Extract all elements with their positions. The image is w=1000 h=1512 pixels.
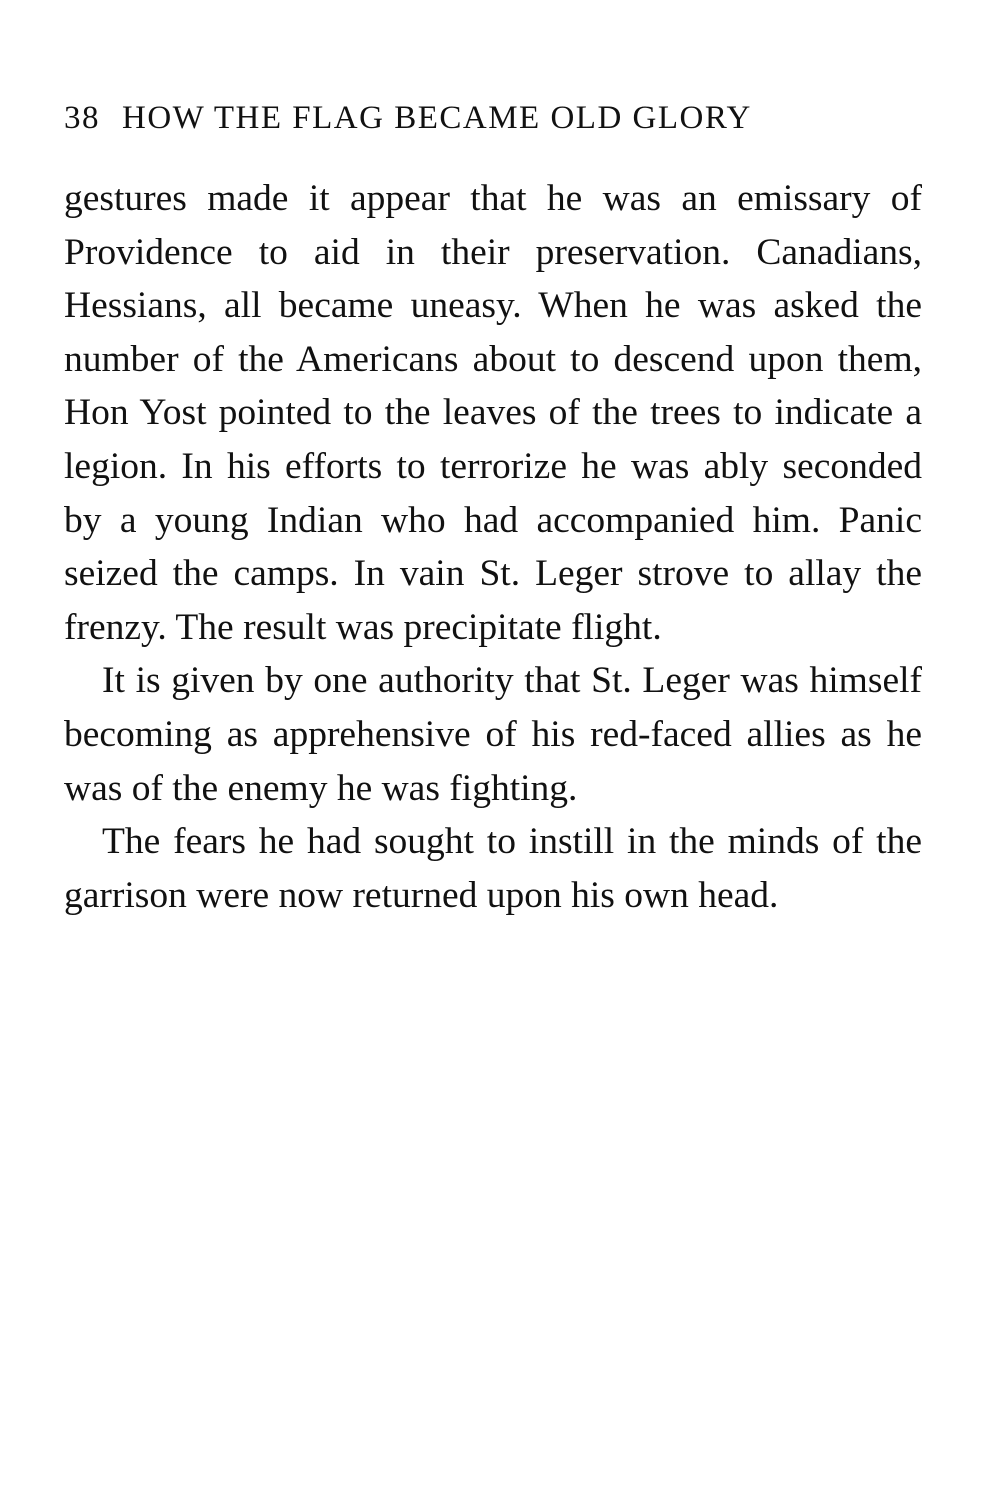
- running-title: HOW THE FLAG BECAME OLD GLORY: [122, 100, 752, 136]
- book-page: [64, 0, 922, 1512]
- page-number: 38: [64, 100, 100, 136]
- paragraph: The fears he had sought to instill in the minds of the garrison were now returned upon his own head.: [64, 821, 922, 916]
- paragraph-continued: gestures made it appear that he was an emissary of Providence to aid in their preservation. Canadians, Hessians, all became uneasy. When he was asked the number of the Americans about to descend upon them, Hon Yost pointed to the leaves of the trees to indicate a legion. In his efforts to terrorize he was ably seconded by a young Indian who had accompanied him. Panic seized the camps. In vain St. Leger strove to allay the frenzy. The result was precipitate flight.: [64, 178, 922, 648]
- running-header: [64, 96, 922, 140]
- paragraph: It is given by one authority that St. Leger was himself becoming as apprehensive of his red-faced allies as he was of the enemy he was fighting.: [64, 660, 922, 809]
- body-text: [64, 172, 922, 922]
